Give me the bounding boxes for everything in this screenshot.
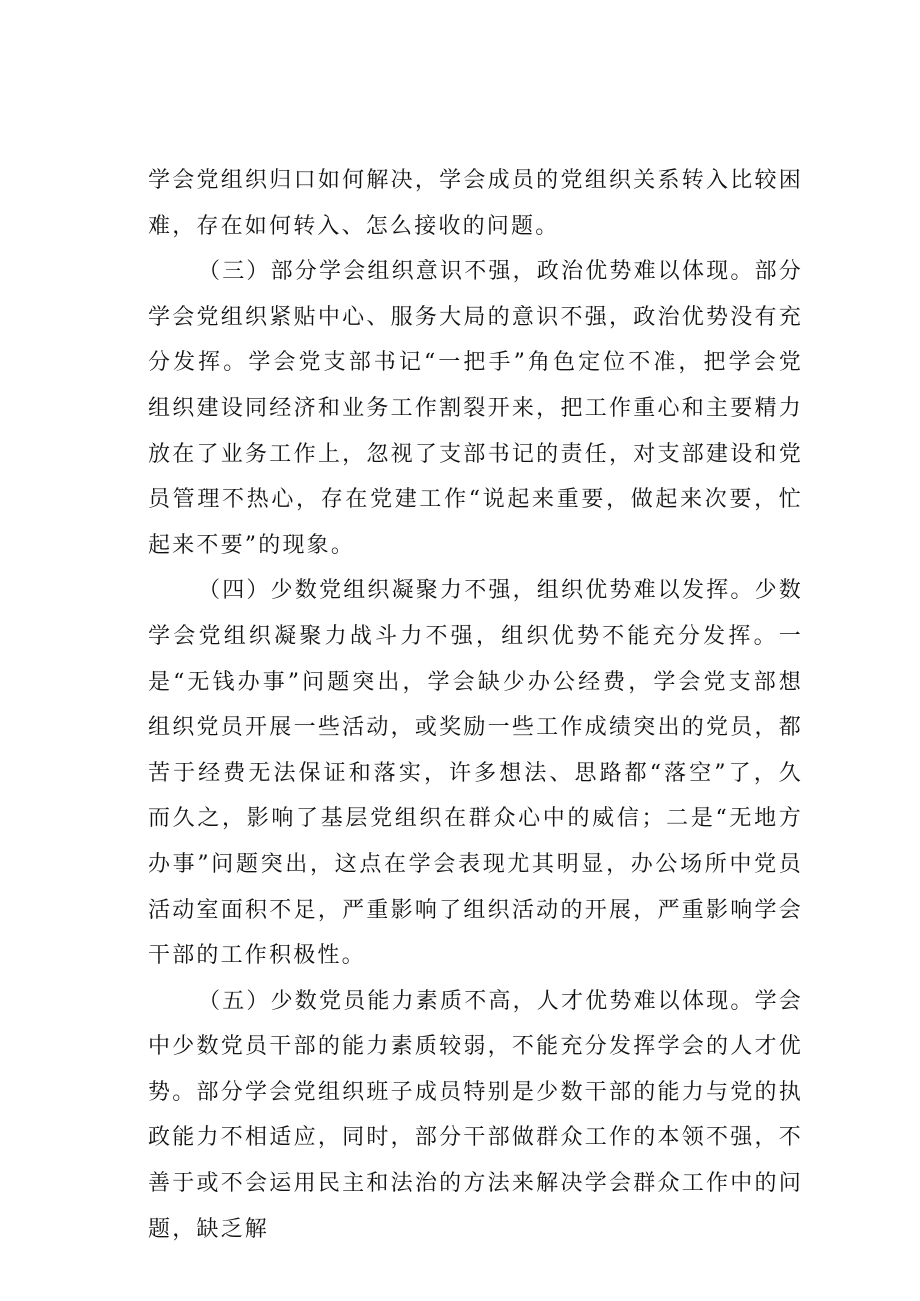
document-body <box>148 158 803 1252</box>
paragraph-section-4: （四）少数党组织凝聚力不强，组织优势难以发挥。少数学会党组织凝聚力战斗力不强，组织优势不能充分发挥。一是“无钱办事”问题突出，学会缺少办公经费，学会党支部想组织党员开展一些活动，或奖励一些工作成绩突出的党员，都苦于经费无法保证和落实，许多想法、思路都“落空”了，久而久之，影响了基层党组织在群众心中的威信；二是“无地方办事”问题突出，这点在学会表现尤其明显，办公场所中党员活动室面积不足，严重影响了组织活动的开展，严重影响学会干部的工作积极性。 <box>148 578 804 969</box>
paragraph-section-5: （五）少数党员能力素质不高，人才优势难以体现。学会中少数党员干部的能力素质较弱，不能充分发挥学会的人才优势。部分学会党组织班子成员特别是少数干部的能力与党的执政能力不相适应，同时，部分干部做群众工作的本领不强，不善于或不会运用民主和法治的方法来解决学会群众工作中的问题，缺乏解 <box>148 988 804 1242</box>
paragraph-continuation: 学会党组织归口如何解决，学会成员的党组织关系转入比较困难，存在如何转入、怎么接收的问题。 <box>148 168 803 239</box>
paragraph-section-3: （三）部分学会组织意识不强，政治优势难以体现。部分学会党组织紧贴中心、服务大局的意识不强，政治优势没有充分发挥。学会党支部书记“一把手”角色定位不准，把学会党组织建设同经济和业务工作割裂开来，把工作重心和主要精力放在了业务工作上，忽视了支部书记的责任，对支部建设和党员管理不热心，存在党建工作“说起来重要，做起来次要，忙起来不要”的现象。 <box>148 259 804 558</box>
